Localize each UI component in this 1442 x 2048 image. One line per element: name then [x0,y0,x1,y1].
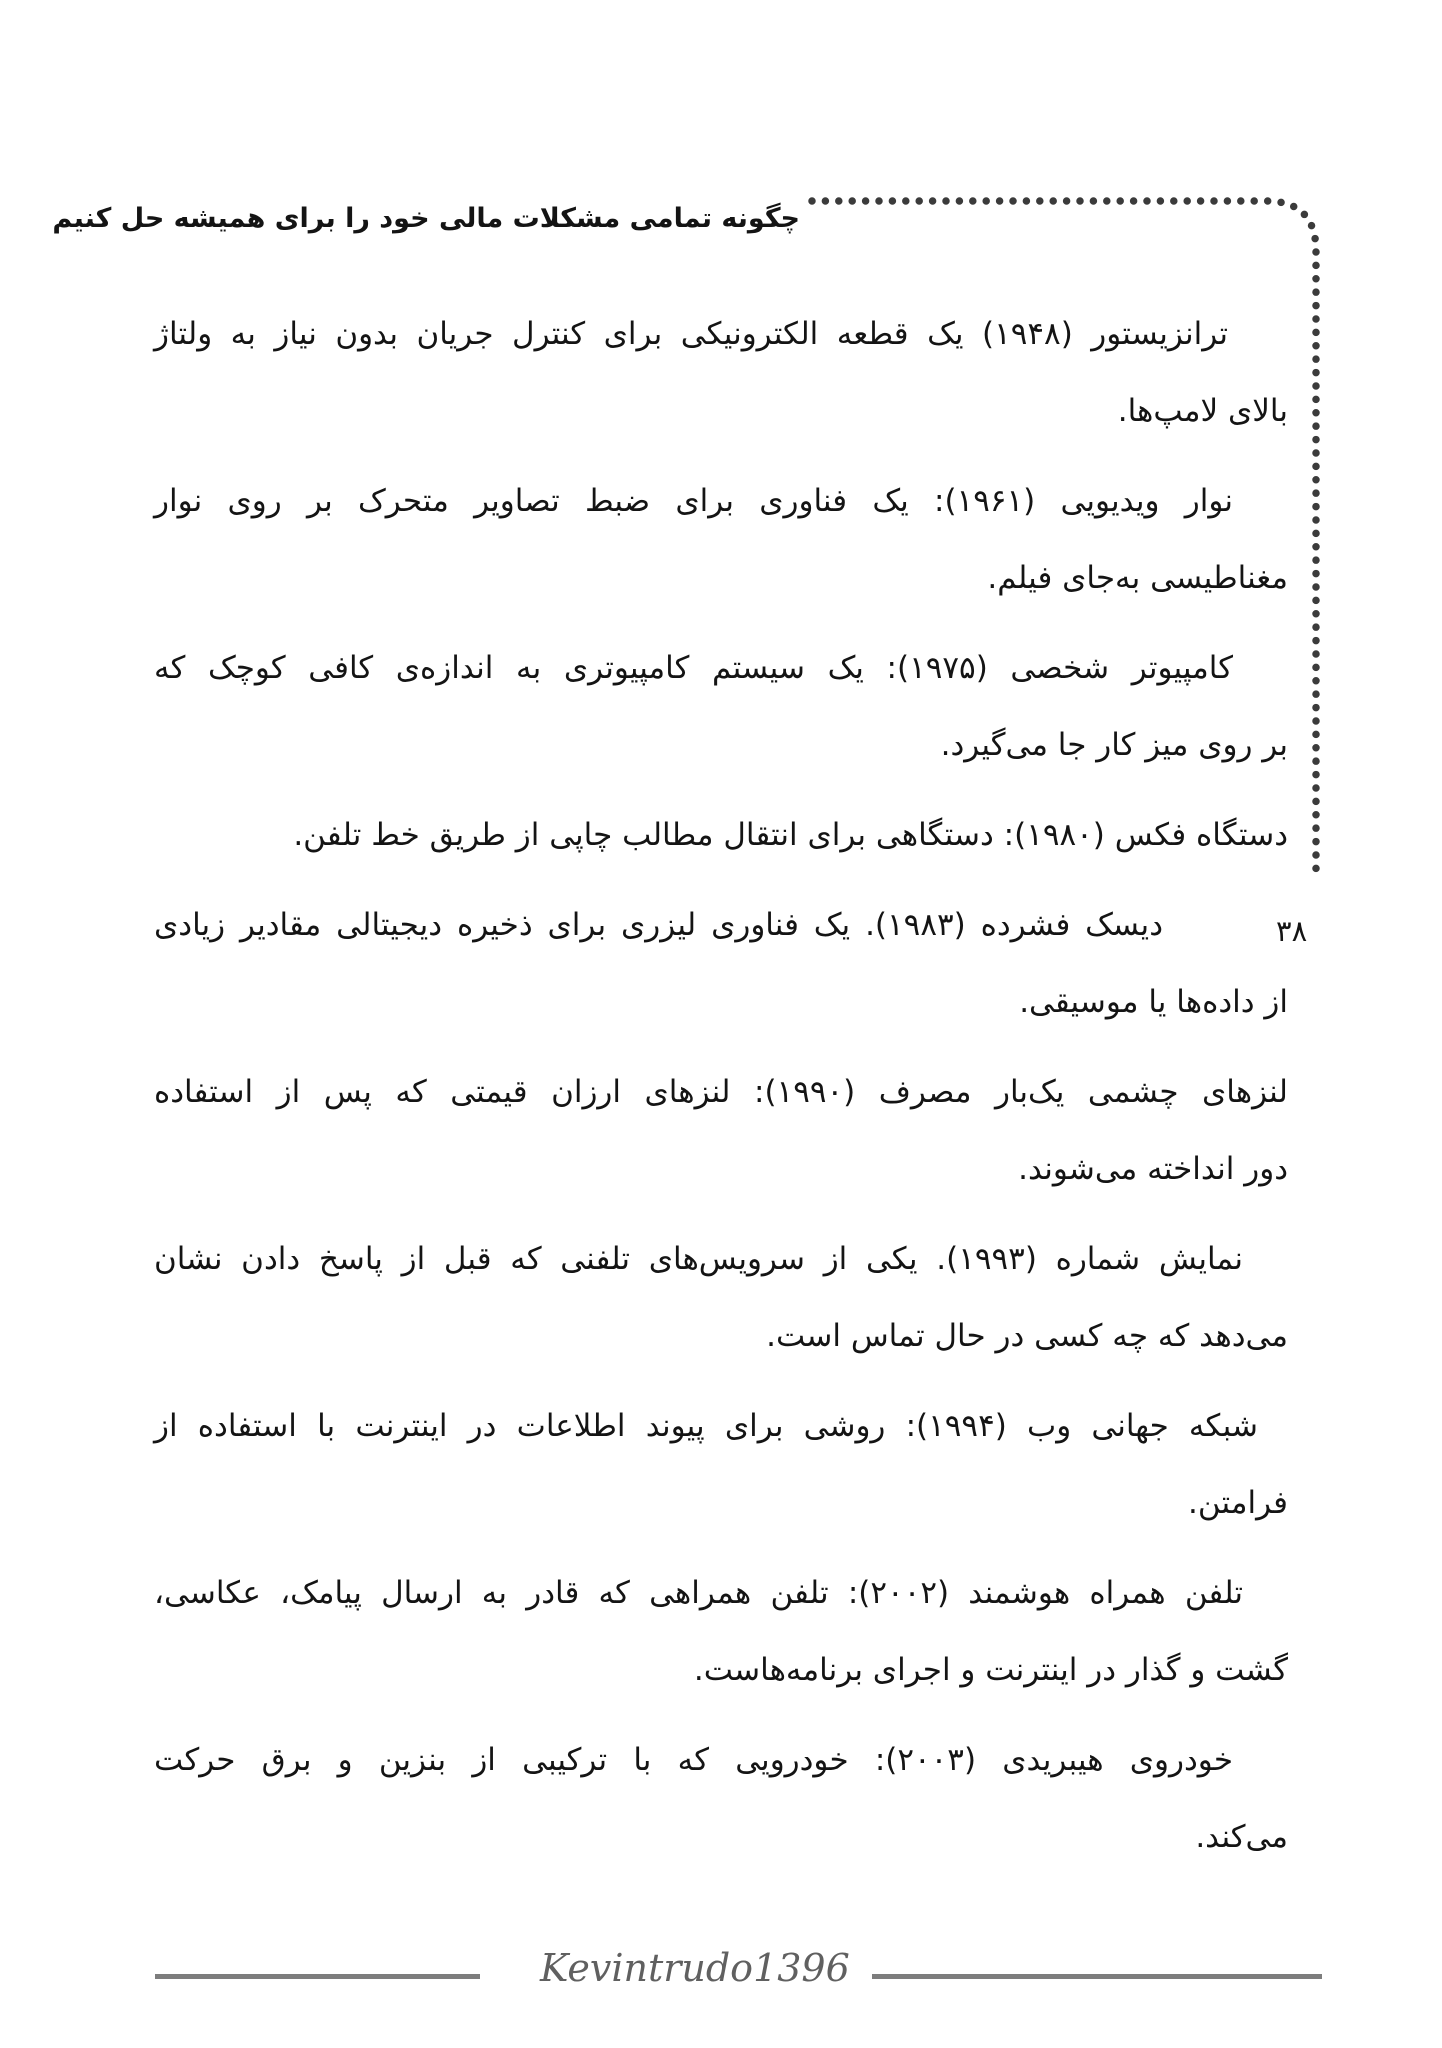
body-text [154,296,1288,1889]
paragraph-line: دستگاه فکس (۱۹۸۰): دستگاهی برای انتقال مطالب چاپی از طریق خط تلفن. [293,817,1288,853]
paragraph-line: مغناطیسی به‌جای فیلم. [987,560,1288,596]
paragraph-line: گشت و گذار در اینترنت و اجرای برنامه‌هاست. [693,1652,1288,1688]
paragraph-line: تلفن همراه هوشمند (۲۰۰۲): تلفن همراهی که قادر به ارسال پیامک، عکاسی، [154,1575,1243,1611]
paragraph-smartphone [154,1555,1288,1709]
paragraph-line: می‌دهد که چه کسی در حال تماس است. [766,1318,1288,1354]
paragraph-compact-disc [154,887,1288,1041]
paragraph-world-wide-web [154,1388,1288,1542]
paragraph-videotape [154,463,1288,617]
paragraph-line: از داده‌ها یا موسیقی. [1019,984,1288,1020]
running-header-title: چگونه تمامی مشکلات مالی خود را برای همیشه حل کنیم [52,203,800,234]
paragraph-line: بالای لامپ‌ها. [1117,393,1288,429]
paragraph-caller-id [154,1221,1288,1375]
paragraph-hybrid-car [154,1722,1288,1876]
paragraph-line: کامپیوتر شخصی (۱۹۷۵): یک سیستم کامپیوتری به اندازه‌ی کافی کوچک که [154,650,1233,686]
paragraph-transistor [154,296,1288,450]
paragraph-line: فرامتن. [1188,1485,1288,1521]
paragraph-personal-computer [154,630,1288,784]
paragraph-line: شبکه جهانی وب (۱۹۹۴): روشی برای پیوند اطلاعات در اینترنت با استفاده از [154,1408,1258,1444]
footer-rule-left [155,1974,480,1979]
paragraph-line: ترانزیستور (۱۹۴۸) یک قطعه الکترونیکی برای کنترل جریان بدون نیاز به ولتاژ [154,316,1228,352]
paragraph-disposable-lenses [154,1054,1288,1208]
paragraph-line: خودروی هیبریدی (۲۰۰۳): خودرویی که با ترکیبی از بنزین و برق حرکت [154,1742,1233,1778]
page-number: ۳۸ [1276,914,1308,948]
paragraph-line: لنزهای چشمی یک‌بار مصرف (۱۹۹۰): لنزهای ارزان قیمتی که پس از استفاده [154,1074,1288,1110]
paragraph-line: نوار ویدیویی (۱۹۶۱): یک فناوری برای ضبط تصاویر متحرک بر روی نوار [154,483,1233,519]
paragraph-line: می‌کند. [1195,1819,1288,1855]
paragraph-fax-machine [154,797,1288,874]
paragraph-line: نمایش شماره (۱۹۹۳). یکی از سرویس‌های تلفنی که قبل از پاسخ دادن نشان [154,1241,1243,1277]
footer-rule-right [872,1974,1322,1979]
watermark-text: Kevintrudo1396 [540,1946,850,1990]
paragraph-line: دور انداخته می‌شوند. [1018,1151,1288,1187]
paragraph-line: بر روی میز کار جا می‌گیرد. [940,727,1288,763]
paragraph-line: دیسک فشرده (۱۹۸۳). یک فناوری لیزری برای ذخیره دیجیتالی مقادیر زیادی [154,907,1163,943]
